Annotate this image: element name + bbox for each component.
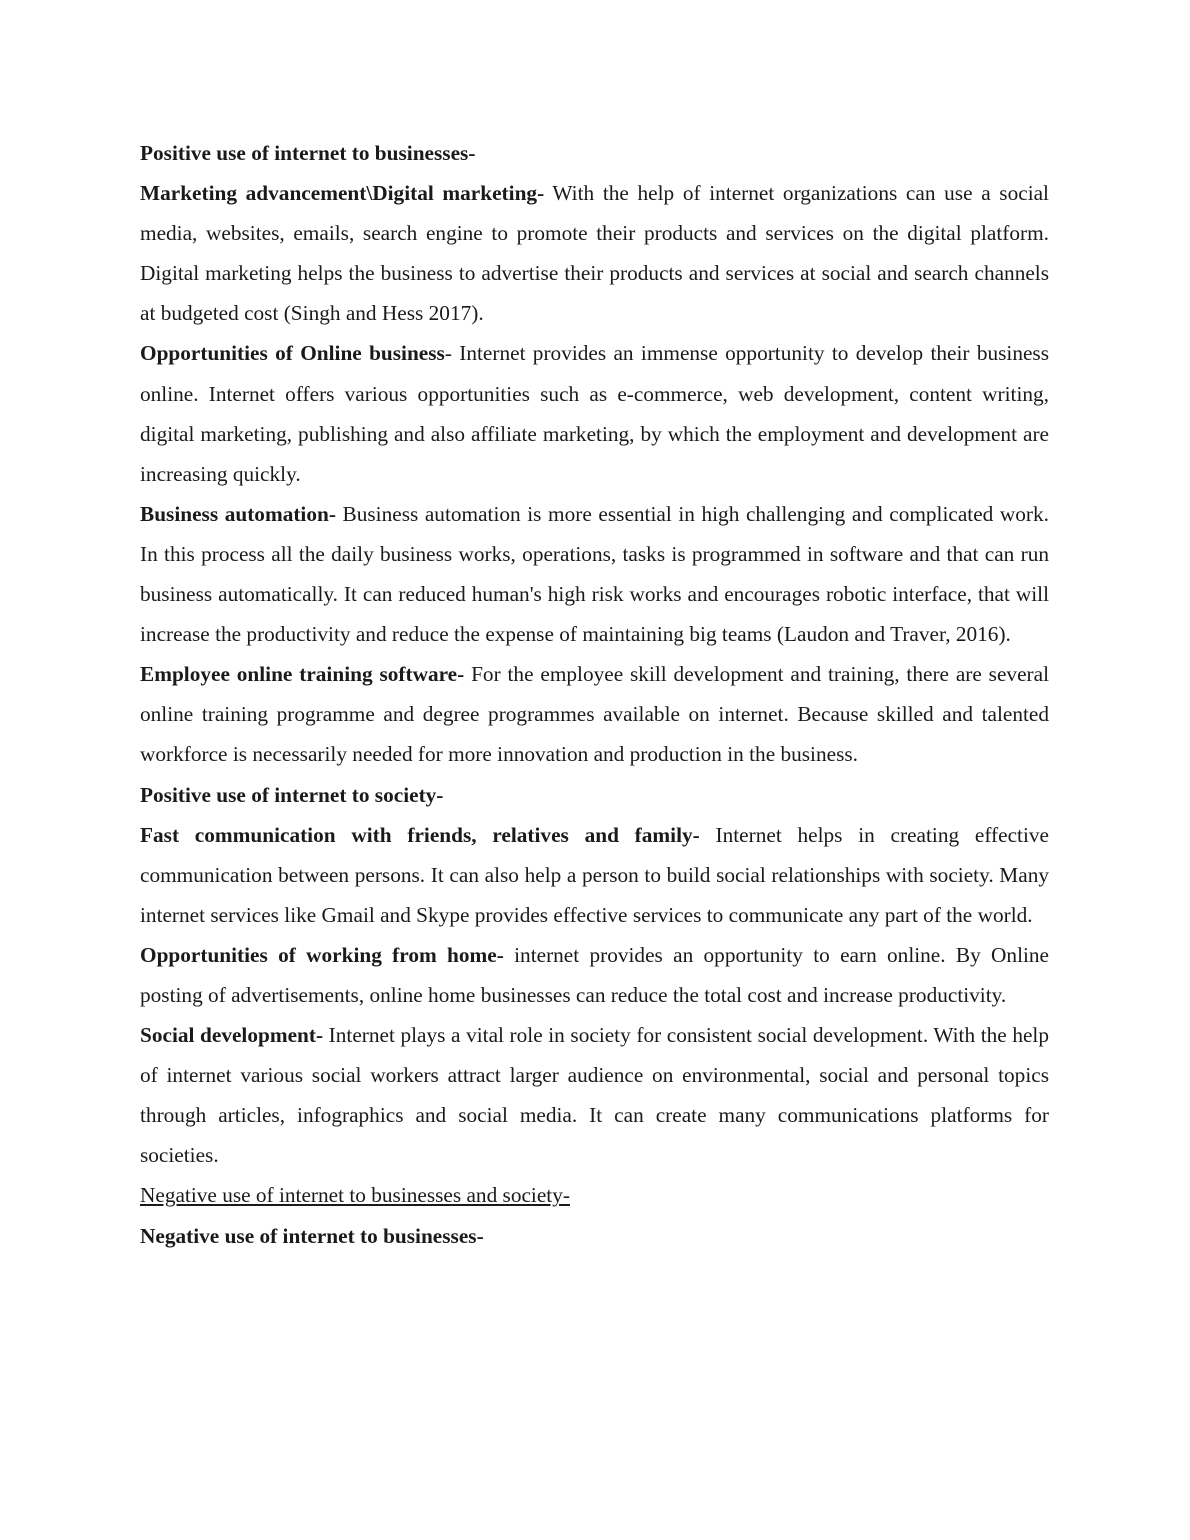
paragraph-social-development — [140, 1015, 1049, 1175]
document-page — [140, 133, 1049, 1256]
paragraph-digital-marketing — [140, 173, 1049, 333]
heading-negative-use — [140, 1175, 1049, 1215]
paragraph-online-business — [140, 333, 1049, 493]
term-business-automation: Business automation- — [140, 501, 336, 526]
text-online-business: - Internet provides an immense opportunity to develop their business online. Internet offers various opportunities such as e-commerce, web development, content writing, digital marketing, publishing and also affiliate marketing, by which the employment and development are increasing quickly. — [140, 341, 1049, 486]
heading-negative-use-text: Negative use of internet to businesses and society- — [140, 1183, 570, 1208]
paragraph-fast-communication — [140, 815, 1049, 935]
term-social-development: Social development- — [140, 1023, 324, 1048]
text-digital-marketing: With the help of internet organizations can use a social media, websites, emails, search engine to promote their products and services on the digital platform. Digital marketing helps the business to advertise their products and services at social and search channels at budgeted cost (Singh and Hess 2017). — [140, 181, 1049, 326]
text-employee-training: For the employee skill development and training, there are several online training programme and degree programmes available on internet. Because skilled and talented workforce is necessarily needed for more innovation and production in the business. — [140, 662, 1049, 767]
paragraph-business-automation — [140, 494, 1049, 654]
text-working-from-home: internet provides an opportunity to earn online. By Online posting of advertisements, online home businesses can reduce the total cost and increase productivity. — [140, 942, 1050, 1007]
paragraph-employee-training — [140, 654, 1049, 774]
text-social-development: Internet plays a vital role in society for consistent social development. With the help of internet various social workers attract larger audience on environmental, social and personal topics through articles, infographics and social media. It can create many communications platforms for societies. — [140, 1023, 1049, 1168]
text-business-automation: Business automation is more essential in high challenging and complicated work. In this process all the daily business works, operations, tasks is programmed in software and that can run business automatically. It can reduced human's high risk works and encourages robotic interface, that will increase the productivity and reduce the expense of maintaining big teams (Laudon and Traver, 2016). — [140, 501, 1049, 647]
term-working-from-home: Opportunities of working from home- — [140, 942, 504, 967]
paragraph-working-from-home — [140, 935, 1049, 1015]
term-online-business: Opportunities of Online business — [140, 341, 445, 366]
heading-positive-business: Positive use of internet to businesses- — [140, 141, 476, 165]
heading-positive-society: Positive use of internet to society- — [140, 782, 444, 807]
term-digital-marketing: Marketing advancement\Digital marketing- — [140, 181, 545, 206]
term-employee-training: Employee online training software- — [140, 662, 465, 687]
text-fast-communication: Internet helps in creating effective communication between persons. It can also help a person to build social relationships with society. Many internet services like Gmail and Skype provides effective services to communicate any part of the world. — [140, 822, 1049, 927]
term-fast-communication: Fast communication with friends, relatives and family- — [140, 822, 700, 847]
heading-negative-business: Negative use of internet to businesses- — [140, 1223, 484, 1248]
